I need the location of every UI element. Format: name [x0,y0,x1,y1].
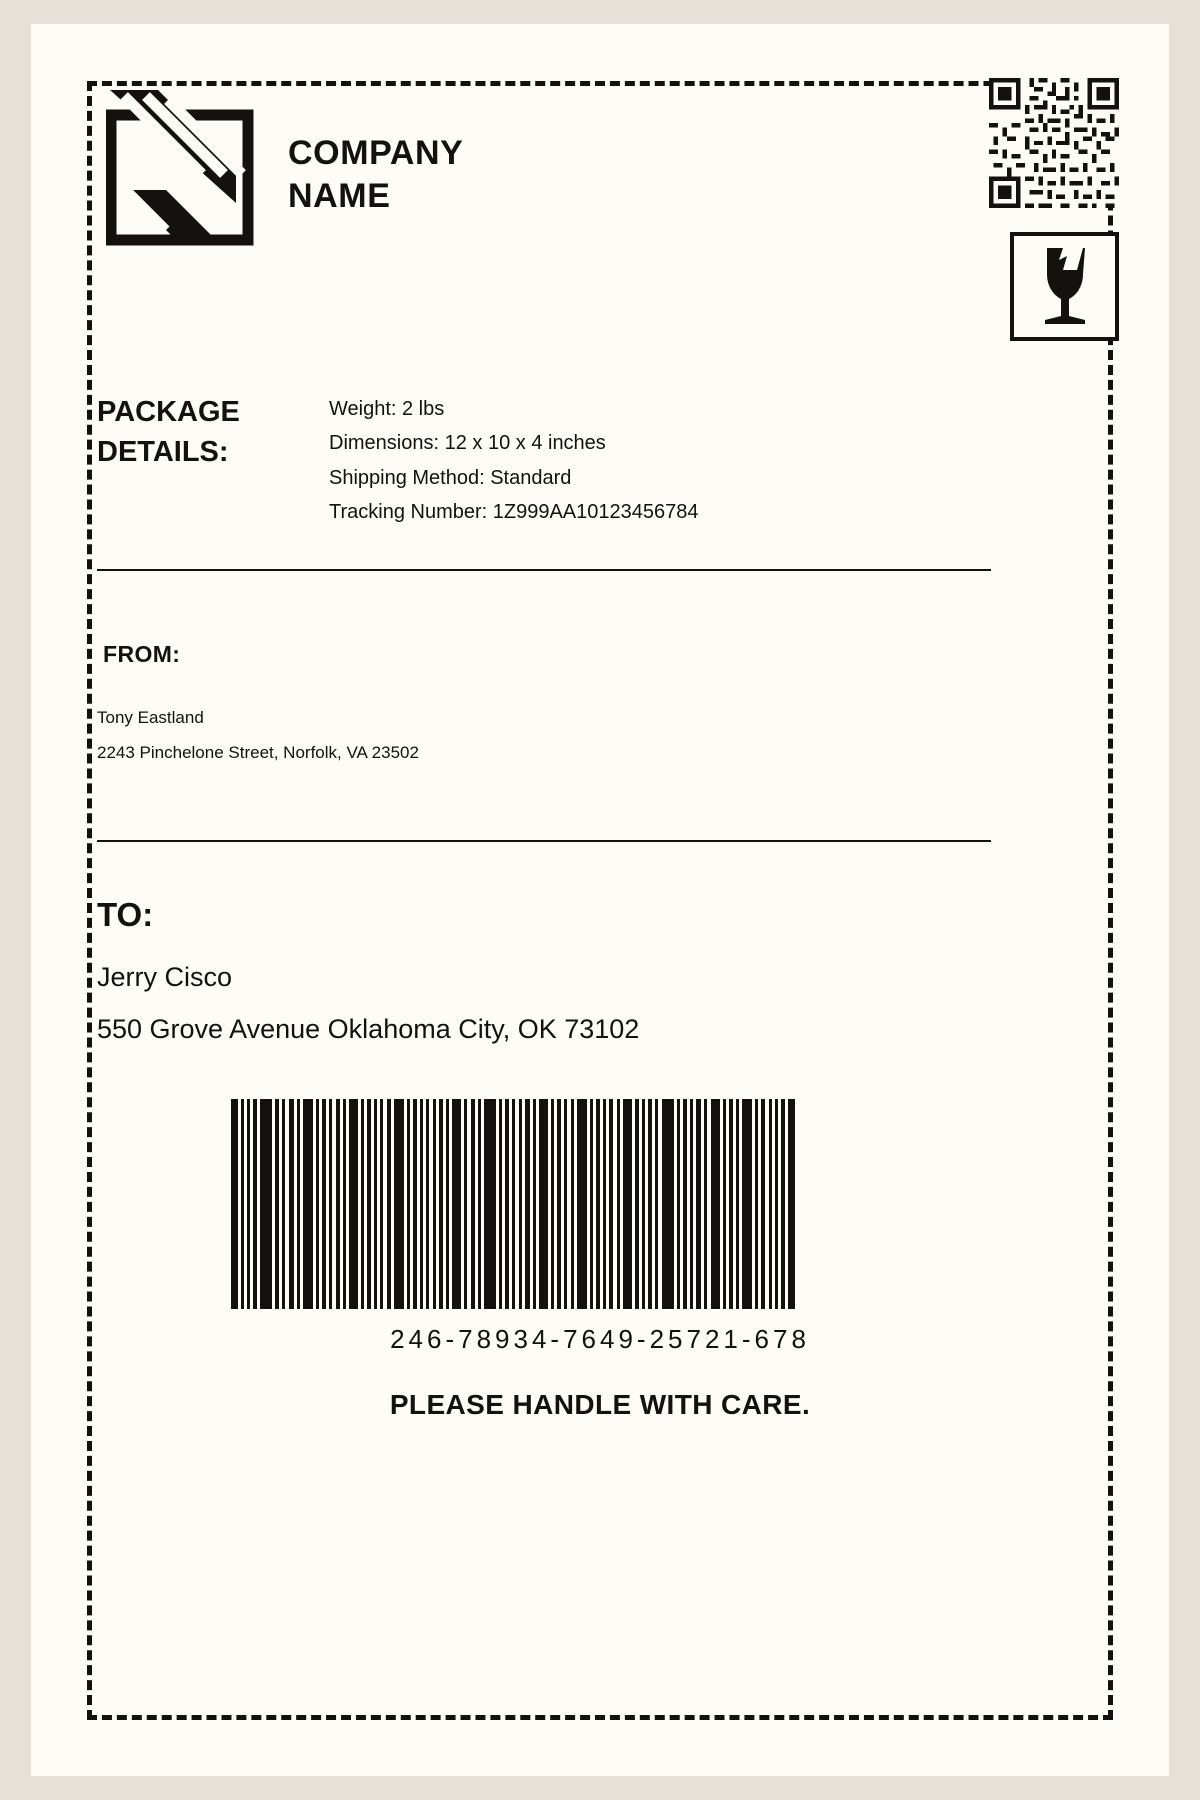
fragile-icon [1010,232,1119,341]
to-label: TO: [97,896,154,933]
barcode-number: 246-78934-7649-25721-678 [390,1324,810,1354]
company-name [288,132,463,218]
package-dimensions: Dimensions: 12 x 10 x 4 inches [329,432,606,455]
from-label: FROM: [103,641,181,667]
from-address: 2243 Pinchelone Street, Norfolk, VA 23502 [97,743,419,762]
to-name: Jerry Cisco [97,962,233,992]
package-details-list [329,392,699,530]
company-name-line2: NAME [288,176,391,215]
package-details-title-line2: DETAILS: [97,436,229,469]
company-name-line1: COMPANY [288,134,464,172]
package-weight: Weight: 2 lbs [329,398,445,420]
package-tracking-number: Tracking Number: 1Z999AA10123456784 [329,501,699,524]
from-name: Tony Eastland [97,708,204,727]
shipping-label-sheet [31,24,1169,1776]
company-logo-icon [106,80,258,247]
to-address: 550 Grove Avenue Oklahoma City, OK 73102 [97,1014,640,1044]
handle-with-care-note: PLEASE HANDLE WITH CARE. [389,1389,811,1420]
package-details-title [97,392,337,472]
package-shipping-method: Shipping Method: Standard [329,466,572,489]
package-details-title-line1: PACKAGE [97,396,240,428]
barcode [231,1099,823,1309]
divider-above-from [97,569,991,571]
divider-above-to [97,840,991,842]
qr-code-icon [989,78,1119,208]
